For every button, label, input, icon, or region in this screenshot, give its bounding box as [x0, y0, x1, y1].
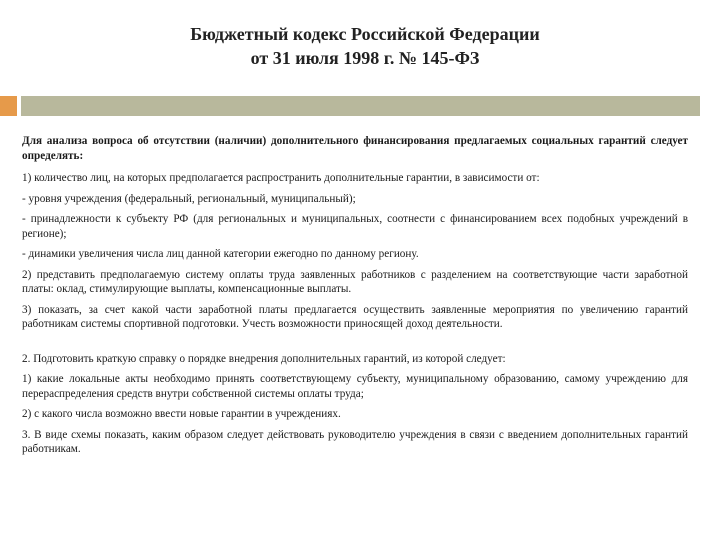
paragraph: 2) с какого числа возможно ввести новые гарантии в учреждениях. [22, 408, 341, 420]
paragraph: - принадлежности к субъекту РФ (для региональных и муниципальных, соотнести с финансированием всех подобных учреждений в регионе); [22, 213, 688, 240]
paragraph: 1) количество лиц, на которых предполагается распространить дополнительные гарантии, в зависимости от: [22, 172, 540, 184]
intro-paragraph: Для анализа вопроса об отсутствии (наличии) дополнительного финансирования предлагаемых социальных гарантий следует определять: [22, 135, 688, 162]
paragraph: 1) какие локальные акты необходимо принять соответствующему субъекту, муниципальному образованию, самому учреждению для перераспределения средств внутри собственной системы оплаты труда; [22, 373, 688, 400]
divider-bar [21, 96, 700, 116]
slide-title [60, 22, 670, 70]
paragraph: - динамики увеличения числа лиц данной категории ежегодно по данному региону. [22, 248, 419, 260]
paragraph: 2) представить предполагаемую систему оплаты труда заявленных работников с разделением на соответствующие части заработной платы: оклад, стимулирующие выплаты, компенсационные выплаты. [22, 268, 688, 295]
paragraph: 3. В виде схемы показать, каким образом следует действовать руководителю учреждения в связи с введением дополнительных гарантий работникам. [22, 428, 688, 455]
slide-body [22, 134, 688, 463]
paragraph: 2. Подготовить краткую справку о порядке внедрения дополнительных гарантий, из которой следует: [22, 352, 506, 365]
title-line-1: Бюджетный кодекс Российской Федерации [190, 24, 540, 44]
paragraph: 3) показать, за счет какой части заработной платы предлагается осуществить заявленные мероприятия по увеличению гарантий работникам системы спортивной подготовки. Учесть возможности приносящей доход деятельности. [22, 303, 688, 330]
accent-bar [0, 96, 17, 116]
paragraph: - уровня учреждения (федеральный, региональный, муниципальный); [22, 192, 356, 205]
title-line-2: от 31 июля 1998 г. № 145-ФЗ [250, 48, 480, 68]
